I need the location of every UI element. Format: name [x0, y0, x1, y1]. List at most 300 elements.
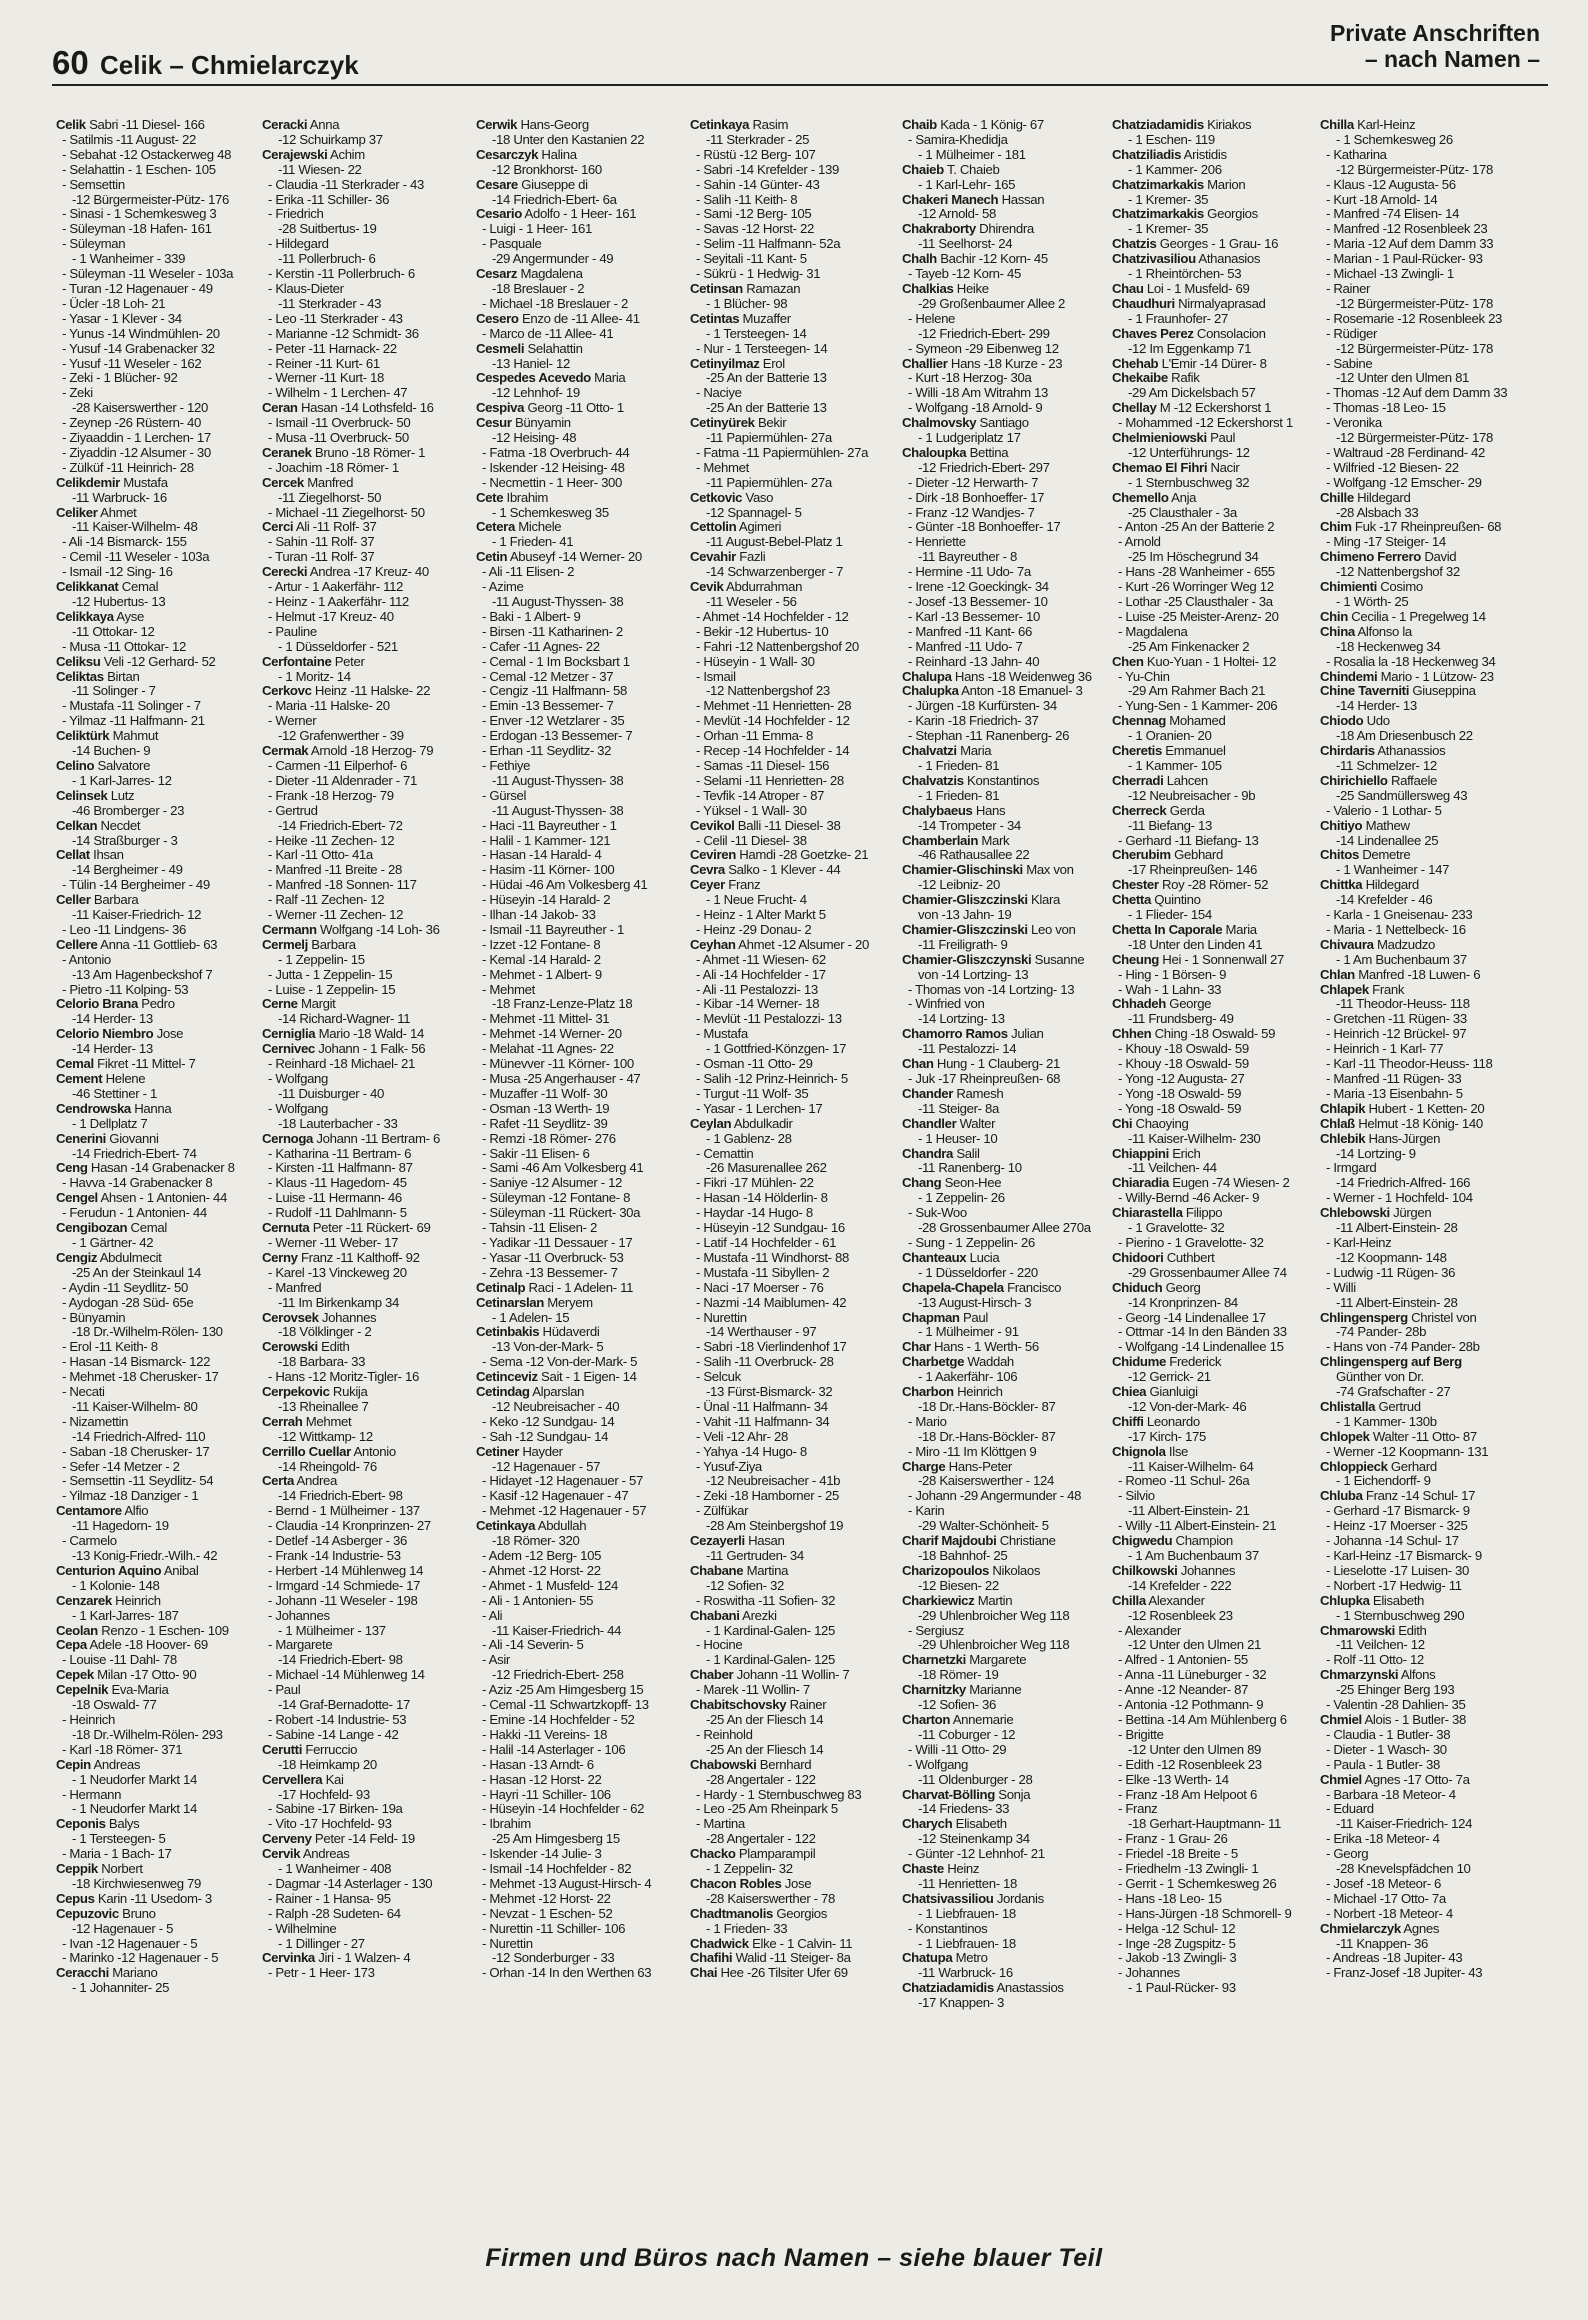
entry-detail: Ramazan — [742, 280, 801, 296]
listing-entry-head — [262, 520, 470, 535]
listing-entry-head — [1112, 491, 1320, 506]
listing-entry-head — [262, 1027, 470, 1042]
listing-entry: - Georg -14 Lindenallee 17 — [1118, 1309, 1266, 1325]
surname: Chai — [690, 1965, 718, 1981]
listing-entry: - Süleyman — [62, 236, 126, 252]
listing-entry-head — [1320, 714, 1528, 729]
listing-entry: - Erhan -11 Seydlitz- 32 — [482, 743, 612, 759]
entry-detail: Enzo de -11 Allee- 41 — [518, 310, 640, 326]
surname: Chatsivassiliou — [902, 1890, 994, 1906]
listing-entry-head — [56, 1758, 264, 1773]
listing-entry: von -13 Jahn- 19 — [918, 907, 1012, 923]
entry-detail: Agnes -17 Otto- 7a — [1361, 1771, 1470, 1787]
surname: Chiarastella — [1112, 1205, 1183, 1221]
listing-entry: - Winfried von — [908, 996, 985, 1012]
surname: Celkan — [56, 817, 98, 833]
listing-entry: - Zeki -18 Hamborner - 25 — [696, 1488, 839, 1504]
listing-entry: - Mevlüt -14 Hochfelder - 12 — [696, 713, 850, 729]
entry-detail: Udo — [1363, 713, 1390, 729]
surname: Cengel — [56, 1190, 98, 1206]
listing-entry: - Luise -25 Meister-Arenz- 20 — [1118, 608, 1279, 624]
section-heading — [1330, 20, 1540, 72]
surname: Ceylan — [690, 1115, 732, 1131]
listing-entry: - Kurt -18 Arnold- 14 — [1326, 191, 1438, 207]
entry-detail: Nikolaos — [989, 1562, 1041, 1578]
listing-entry: - Musa -11 Overbruck- 50 — [268, 430, 409, 446]
entry-detail: Margit — [297, 996, 336, 1012]
listing-entry: - 1 Düsseldorfer - 521 — [278, 638, 398, 654]
listing-entry: - Inge -28 Zugspitz- 5 — [1118, 1935, 1236, 1951]
listing-entry-head — [476, 1325, 684, 1340]
listing-entry: - Kurt -18 Herzog- 30a — [908, 370, 1032, 386]
listing-entry: - Hing - 1 Börsen- 9 — [1118, 966, 1227, 982]
listing-entry: - Tülin -14 Bergheimer - 49 — [62, 877, 210, 893]
entry-detail: Veli -12 Gerhard- 52 — [100, 653, 216, 669]
listing-entry: - Hans-Jürgen -18 Schmorell- 9 — [1118, 1905, 1292, 1921]
listing-column-3 — [476, 118, 684, 1981]
listing-entry: - 1 Kammer- 206 — [1128, 161, 1222, 177]
listing-entry: -14 Straßburger - 3 — [72, 832, 178, 848]
entry-detail: M -12 Eckershorst 1 — [1156, 400, 1272, 416]
listing-entry: - Joachim -18 Römer- 1 — [268, 459, 399, 475]
surname: Charvat-Bölling — [902, 1786, 995, 1802]
listing-entry: -12 Bürgermeister-Pütz- 178 — [1336, 295, 1493, 311]
listing-entry: - Werner - 1 Hochfeld- 104 — [1326, 1190, 1473, 1206]
listing-entry: - Claudia -14 Kronprinzen- 27 — [268, 1518, 431, 1534]
listing-entry: - Wilfried -12 Biesen- 22 — [1326, 459, 1459, 475]
listing-entry-head — [1320, 774, 1528, 789]
listing-entry: - Mehmet -14 Werner- 20 — [482, 1026, 622, 1042]
listing-entry: - Veronika — [1326, 415, 1382, 431]
listing-entry-head — [1112, 923, 1320, 938]
listing-entry: - Ismail -14 Hochfelder - 82 — [482, 1861, 632, 1877]
listing-entry-head — [56, 1191, 264, 1206]
listing-entry: - Marinko -12 Hagenauer - 5 — [62, 1950, 219, 1966]
entry-detail: Manfred — [303, 474, 354, 490]
surname: Celorio Niembro — [56, 1026, 154, 1042]
listing-entry: - Erika -18 Meteor- 4 — [1326, 1831, 1440, 1847]
listing-entry-head — [262, 655, 470, 670]
listing-entry: - Michael -11 Ziegelhorst- 50 — [268, 504, 425, 520]
listing-entry: - Turan -11 Rolf- 37 — [268, 549, 375, 565]
listing-entry: - Emin -13 Bessemer- 7 — [482, 698, 614, 714]
entry-detail: Cosimo — [1376, 579, 1423, 595]
entry-detail: Paul — [959, 1309, 988, 1325]
entry-detail: George — [1165, 996, 1212, 1012]
entry-detail: Abdullah — [535, 1518, 587, 1534]
listing-entry-head — [56, 997, 264, 1012]
listing-entry: - Turan -12 Hagenauer - 49 — [62, 280, 213, 296]
entry-detail: Lahcen — [1163, 772, 1208, 788]
listing-entry: - Wilhelmine — [268, 1920, 337, 1936]
surname: Ceviren — [690, 847, 736, 863]
listing-entry: -17 Knappen- 3 — [918, 1995, 1005, 2011]
listing-entry: - Friedhelm -13 Zwingli- 1 — [1118, 1861, 1259, 1877]
listing-entry: - Leo -11 Sterkrader - 43 — [268, 310, 403, 326]
surname: Cemal — [56, 1056, 94, 1072]
surname: Celler — [56, 892, 91, 908]
listing-entry: - 1 Neudorfer Markt 14 — [72, 1801, 197, 1817]
listing-entry: - 1 Zeppelin- 26 — [918, 1190, 1005, 1206]
listing-entry: - Valentin -28 Dahlien- 35 — [1326, 1697, 1466, 1713]
listing-entry: - Antonia -12 Pothmann- 9 — [1118, 1697, 1264, 1713]
listing-entry-head — [56, 670, 264, 685]
surname: Chetta In Caporale — [1112, 921, 1223, 937]
entry-detail: Annemarie — [950, 1711, 1014, 1727]
listing-entry-head — [1112, 118, 1320, 133]
listing-entry: - Romeo -11 Schul- 26a — [1118, 1473, 1250, 1489]
listing-entry: - Sahin -14 Günter- 43 — [696, 176, 820, 192]
listing-entry: - Johann -29 Angermunder - 48 — [908, 1488, 1082, 1504]
listing-entry: - 1 Frieden- 33 — [706, 1920, 788, 1936]
listing-entry: - 1 Karl-Jarres- 187 — [72, 1607, 179, 1623]
listing-entry-head — [262, 744, 470, 759]
listing-entry: - Tahsin -11 Elisen- 2 — [482, 1220, 597, 1236]
listing-entry-head — [1112, 744, 1320, 759]
listing-entry-head — [690, 550, 898, 565]
listing-entry-head — [56, 1892, 264, 1907]
surname: Cepelnik — [56, 1682, 109, 1698]
surname: Cervik — [262, 1846, 301, 1862]
listing-entry: -28 Kaiserswerther - 78 — [706, 1890, 836, 1906]
entry-detail: Hans -18 Kurze - 23 — [947, 355, 1063, 371]
listing-entry: - Naciye — [696, 385, 742, 401]
entry-detail: Max von — [1022, 862, 1074, 878]
listing-entry-head — [690, 848, 898, 863]
listing-entry: - Klaus -11 Hagedorn- 45 — [268, 1175, 407, 1191]
listing-entry: - Zeynep -26 Rüstern- 40 — [62, 415, 201, 431]
listing-entry: - Cemal -11 Schwartzkopff- 13 — [482, 1697, 649, 1713]
listing-column-7 — [1320, 118, 1528, 1981]
listing-entry: -12 Arnold- 58 — [918, 206, 996, 222]
entry-detail: Leonardo — [1143, 1413, 1200, 1429]
surname: Chatzivasiliou — [1112, 251, 1196, 267]
listing-entry: - Symeon -29 Eibenweg 12 — [908, 340, 1059, 356]
listing-entry: - Sergiusz — [908, 1622, 964, 1638]
listing-entry: - Margarete — [268, 1637, 333, 1653]
listing-entry: - Rüdiger — [1326, 325, 1378, 341]
listing-entry-head — [690, 580, 898, 595]
listing-entry: - Süleyman -11 Rückert- 30a — [482, 1205, 641, 1221]
entry-detail: Helene — [102, 1071, 146, 1086]
entry-detail: Halina — [538, 146, 577, 162]
surname: Chadwick — [690, 1935, 749, 1951]
entry-detail: Bruno — [118, 1905, 156, 1921]
listing-entry: - Robert -14 Industrie- 53 — [268, 1711, 407, 1727]
listing-entry: -46 Bromberger - 23 — [72, 802, 185, 818]
listing-entry-head — [56, 580, 264, 595]
listing-entry: - Ücler -18 Loh- 21 — [62, 295, 166, 311]
surname: Cervellera — [262, 1771, 323, 1787]
listing-entry: - 1 Paul-Rücker- 93 — [1128, 1980, 1236, 1996]
listing-entry-head — [902, 1683, 1110, 1698]
listing-entry: - Günter -12 Lehnhof- 21 — [908, 1846, 1045, 1862]
listing-entry: - Sabine -17 Birken- 19a — [268, 1801, 403, 1817]
entry-detail: Rafik — [1167, 370, 1200, 386]
listing-entry-head — [1112, 804, 1320, 819]
listing-entry: - Mehmet -12 Hagenauer - 57 — [482, 1503, 647, 1519]
listing-entry: - Frank -14 Industrie- 53 — [268, 1548, 401, 1563]
listing-entry: -14 Herder- 13 — [72, 1041, 153, 1057]
listing-entry: - Rainer - 1 Hansa- 95 — [268, 1890, 391, 1906]
listing-entry: - Mehmet -13 August-Hirsch- 4 — [482, 1875, 652, 1891]
entry-detail: Maria — [590, 370, 626, 386]
listing-entry-head — [1112, 655, 1320, 670]
listing-entry: -18 Bahnhof- 25 — [918, 1548, 1008, 1563]
entry-detail: Anastassios — [993, 1980, 1064, 1996]
listing-entry: - Fatma -11 Papiermühlen- 27a — [696, 444, 869, 460]
listing-entry-head — [262, 923, 470, 938]
listing-entry: - Kasif -12 Hagenauer - 47 — [482, 1488, 629, 1504]
surname: Chmarzynski — [1320, 1667, 1399, 1683]
listing-entry-head — [1320, 684, 1528, 699]
listing-entry: - Aziz -25 Am Himgesberg 15 — [482, 1682, 644, 1698]
listing-entry: - Hermine -11 Udo- 7a — [908, 564, 1031, 580]
listing-entry: - Naci -17 Moerser - 76 — [696, 1279, 824, 1295]
surname: Cerniglia — [262, 1026, 316, 1042]
listing-entry: - Necati — [62, 1384, 105, 1400]
listing-entry: - Leo -11 Lindgens- 36 — [62, 921, 187, 937]
listing-entry: - Frank -18 Herzog- 79 — [268, 787, 394, 803]
listing-entry: - Seyitali -11 Kant- 5 — [696, 251, 807, 267]
surname: Chander — [902, 1085, 954, 1101]
entry-detail: Milan -17 Otto- 90 — [93, 1667, 197, 1683]
listing-entry: - Gertrud — [268, 802, 318, 818]
listing-entry: -25 Ehinger Berg 193 — [1336, 1682, 1455, 1698]
surname: Celikdemir — [56, 474, 120, 490]
listing-entry-head — [1320, 1713, 1528, 1728]
surname: Cetinyürek — [690, 415, 755, 431]
listing-entry: - Mustafa -11 Solinger - 7 — [62, 698, 201, 714]
entry-detail: Jürgen — [1389, 1205, 1432, 1221]
listing-entry-head — [902, 1311, 1110, 1326]
listing-entry-head — [476, 550, 684, 565]
surname: Chloppieck — [1320, 1458, 1388, 1474]
surname: Charkiewicz — [902, 1592, 975, 1608]
listing-entry: - Yu-Chin — [1118, 668, 1170, 684]
listing-entry: -12 Sofien- 36 — [918, 1697, 996, 1713]
listing-entry: -29 Walter-Schönheit- 5 — [918, 1518, 1049, 1534]
surname: Chacko — [690, 1846, 736, 1862]
listing-entry-head — [690, 1951, 898, 1966]
entry-detail: Lutz — [107, 787, 135, 803]
listing-entry: - Karl-Heinz -17 Bismarck- 9 — [1326, 1548, 1482, 1563]
surname: Chitos — [1320, 847, 1359, 863]
listing-entry: - Ziyaddin -12 Alsumer - 30 — [62, 444, 211, 460]
listing-entry: - Fahri -12 Nattenbergshof 20 — [696, 638, 859, 654]
listing-entry: -25 Im Höschegrund 34 — [1128, 549, 1259, 565]
entry-detail: Muzaffer — [739, 310, 791, 326]
entry-detail: Frederick — [1165, 1354, 1222, 1370]
surname: Cetinkaya — [476, 1518, 536, 1534]
entry-detail: Gerhard — [1387, 1458, 1437, 1474]
listing-entry-head — [902, 1087, 1110, 1102]
listing-entry: - Wolfgang — [908, 1756, 969, 1772]
listing-entry: - Yadikar -11 Dessauer - 17 — [482, 1234, 633, 1250]
surname: Chlapik — [1320, 1100, 1366, 1116]
entry-detail: Jordanis — [993, 1890, 1044, 1906]
listing-entry: - Carmelo — [62, 1533, 117, 1549]
listing-entry: - Aydogan -28 Süd- 65e — [62, 1294, 194, 1310]
entry-detail: Alfons — [1398, 1667, 1436, 1683]
listing-entry: -12 Bürgermeister-Pütz- 176 — [72, 191, 229, 207]
listing-entry: - Mohammed -12 Eckershorst 1 — [1118, 415, 1293, 431]
listing-entry: -11 Kaiser-Friedrich- 44 — [492, 1622, 622, 1638]
entry-detail: Kiriakos — [1203, 118, 1252, 132]
listing-entry: -26 Masurenallee 262 — [706, 1160, 827, 1176]
listing-entry-head — [476, 1385, 684, 1400]
entry-detail: Mustafa — [119, 474, 168, 490]
surname: Cespedes Acevedo — [476, 370, 591, 386]
listing-entry: - Paula - 1 Butler- 38 — [1326, 1756, 1440, 1772]
listing-entry: - Mustafa -11 Sibyllen- 2 — [696, 1264, 830, 1280]
listing-entry: - 1 Eschen- 119 — [1128, 131, 1215, 147]
listing-entry: - Willy -11 Albert-Einstein- 21 — [1118, 1518, 1277, 1534]
entry-detail: Helmut -18 König- 140 — [1354, 1115, 1483, 1131]
listing-entry-head — [262, 1773, 470, 1788]
surname: Cepek — [56, 1667, 94, 1683]
entry-detail: Georges - 1 Grau- 16 — [1156, 236, 1279, 252]
listing-entry: - Zehra -13 Bessemer- 7 — [482, 1264, 618, 1280]
surname: Chamorro Ramos — [902, 1026, 1008, 1042]
listing-entry: -14 Buchen- 9 — [72, 743, 151, 759]
listing-entry: - Semsettin — [62, 176, 125, 192]
entry-detail: Marion — [1203, 176, 1246, 192]
listing-entry: - Necmettin - 1 Heer- 300 — [482, 474, 623, 490]
listing-entry: -11 Ottokar- 12 — [72, 623, 155, 639]
listing-entry-head — [902, 1340, 1110, 1355]
surname: Cervinka — [262, 1950, 315, 1966]
surname: Chapman — [902, 1309, 960, 1325]
entry-detail: Heinrich — [953, 1384, 1003, 1400]
listing-entry-head — [902, 744, 1110, 759]
surname: Cesare — [476, 176, 518, 192]
listing-entry: - Iskender -12 Heising- 48 — [482, 459, 625, 475]
listing-entry: - Ali -11 Pestalozzi- 13 — [696, 981, 818, 997]
listing-entry-head — [262, 446, 470, 461]
listing-entry: -12 Friedrich-Ebert- 297 — [918, 459, 1050, 475]
listing-entry: -14 Herder- 13 — [1336, 698, 1417, 714]
listing-entry: - Hocine — [696, 1637, 743, 1653]
surname: Chatzimarkakis — [1112, 176, 1204, 192]
listing-entry: - Melahat -11 Agnes- 22 — [482, 1041, 614, 1057]
entry-detail: Rasim — [749, 118, 789, 132]
listing-entry: -11 Duisburger - 40 — [278, 1085, 384, 1101]
listing-entry: - Saniye -12 Alsumer - 12 — [482, 1175, 623, 1191]
entry-detail: Jiri - 1 Walzen- 4 — [314, 1950, 411, 1966]
surname: Ceppik — [56, 1861, 98, 1877]
surname: Cernuta — [262, 1220, 310, 1236]
surname: Charnitzky — [902, 1682, 966, 1698]
listing-entry-head — [1112, 401, 1320, 416]
entry-detail: Raci - 1 Adelen- 11 — [525, 1279, 634, 1295]
surname: Centurion Aquino — [56, 1562, 162, 1578]
listing-entry: - Nur - 1 Tersteegen- 14 — [696, 340, 828, 356]
listing-entry: -12 Grafenwerther - 39 — [278, 728, 404, 744]
listing-entry: - Arnold — [1118, 534, 1161, 550]
listing-entry: - Manfred -11 Rügen- 33 — [1326, 1071, 1462, 1086]
listing-entry: - 1 Blücher- 98 — [706, 295, 788, 311]
listing-entry: - Hüseyin -12 Sundgau- 16 — [696, 1220, 845, 1236]
surname: Cheung — [1112, 951, 1159, 967]
listing-entry: - Bünyamin — [62, 1309, 126, 1325]
surname: Cetinalp — [476, 1279, 526, 1295]
listing-entry: - Franz -12 Wandjes- 7 — [908, 504, 1035, 520]
listing-entry: - Ahmet - 1 Musfeld- 124 — [482, 1577, 618, 1593]
surname: Chlaß — [1320, 1115, 1355, 1131]
listing-entry: -11 Ziegelhorst- 50 — [278, 489, 382, 505]
listing-entry: -18 Dr.-Hans-Böckler- 87 — [918, 1398, 1056, 1414]
surname: Chemello — [1112, 489, 1169, 505]
listing-entry: - Ünal -11 Halfmann- 34 — [696, 1398, 828, 1414]
surname: Ceyhan — [690, 936, 736, 952]
listing-entry: - Claudia -11 Sterkrader - 43 — [268, 176, 424, 192]
surname: Chilkowski — [1112, 1562, 1178, 1578]
listing-entry: - Nizamettin — [62, 1413, 129, 1429]
entry-detail: Alfio — [121, 1503, 149, 1519]
entry-detail: Ihsan — [89, 847, 124, 863]
listing-entry: - Rafet -11 Seydlitz- 39 — [482, 1115, 608, 1131]
listing-entry: - Manfred -11 Kant- 66 — [908, 623, 1032, 639]
listing-entry: - Sabine -14 Lange - 42 — [268, 1726, 399, 1742]
listing-entry: - Zeki — [62, 385, 93, 401]
listing-entry: -14 Lindenallee 25 — [1336, 832, 1439, 848]
listing-entry: -12 Hubertus- 13 — [72, 594, 166, 609]
entry-detail: Peter -14 Feld- 19 — [311, 1831, 415, 1847]
listing-column-5 — [902, 118, 1110, 2011]
section-heading-line2: – nach Namen – — [1364, 46, 1540, 72]
listing-entry: - Selahattin - 1 Eschen- 105 — [62, 161, 216, 177]
surname: Celikkanat — [56, 579, 119, 595]
entry-detail: Walid -11 Steiger- 8a — [732, 1950, 851, 1966]
listing-entry: - 1 Liebfrauen- 18 — [918, 1905, 1016, 1921]
listing-entry: - 1 Gärtner- 42 — [72, 1234, 154, 1250]
listing-entry-head — [1320, 968, 1528, 983]
listing-entry: -14 Schwarzenberger - 7 — [706, 564, 844, 580]
surname: Cherradi — [1112, 772, 1164, 788]
listing-entry: -14 Friedrich-Ebert- 98 — [278, 1488, 403, 1504]
listing-entry: - Juk -17 Rheinpreußen- 68 — [908, 1071, 1061, 1086]
entry-detail: Edith — [1394, 1622, 1427, 1638]
listing-entry-head — [690, 819, 898, 834]
listing-entry: - Pauline — [268, 623, 317, 639]
listing-entry-head — [1112, 774, 1320, 789]
entry-detail: Abdurrahman — [723, 579, 803, 595]
listing-entry: - Werner -11 Weber- 17 — [268, 1234, 399, 1250]
section-heading-line1: Private Anschriften — [1329, 20, 1540, 46]
surname: Cherreck — [1112, 802, 1167, 818]
entry-detail: Peter -11 Rückert- 69 — [309, 1220, 431, 1236]
listing-entry: - Selcuk — [696, 1369, 741, 1385]
listing-entry: - Yilmaz -18 Danziger - 1 — [62, 1488, 199, 1504]
surname: Cesero — [476, 310, 519, 326]
listing-entry: - Ismail -11 Overbruck- 50 — [268, 415, 411, 431]
listing-entry-head — [56, 1027, 264, 1042]
listing-entry: -11 Wiesen- 22 — [278, 161, 362, 177]
listing-entry-head — [902, 252, 1110, 267]
surname: Cezayerli — [690, 1533, 745, 1549]
listing-entry-head — [902, 1355, 1110, 1370]
listing-entry: - Reiner -11 Kurt- 61 — [268, 355, 380, 371]
listing-entry: -11 Biefang- 13 — [1128, 817, 1212, 833]
listing-entry: -74 Pander- 28b — [1336, 1324, 1427, 1340]
listing-entry: -11 Kaiser-Wilhelm- 48 — [72, 519, 198, 535]
entry-detail: Athanassios — [1374, 743, 1446, 759]
listing-entry-head — [476, 1296, 684, 1311]
surname: Cherubim — [1112, 847, 1171, 863]
listing-entry-head — [1320, 670, 1528, 685]
listing-entry: -13 Konig-Friedr.-Wilh.- 42 — [72, 1548, 218, 1563]
